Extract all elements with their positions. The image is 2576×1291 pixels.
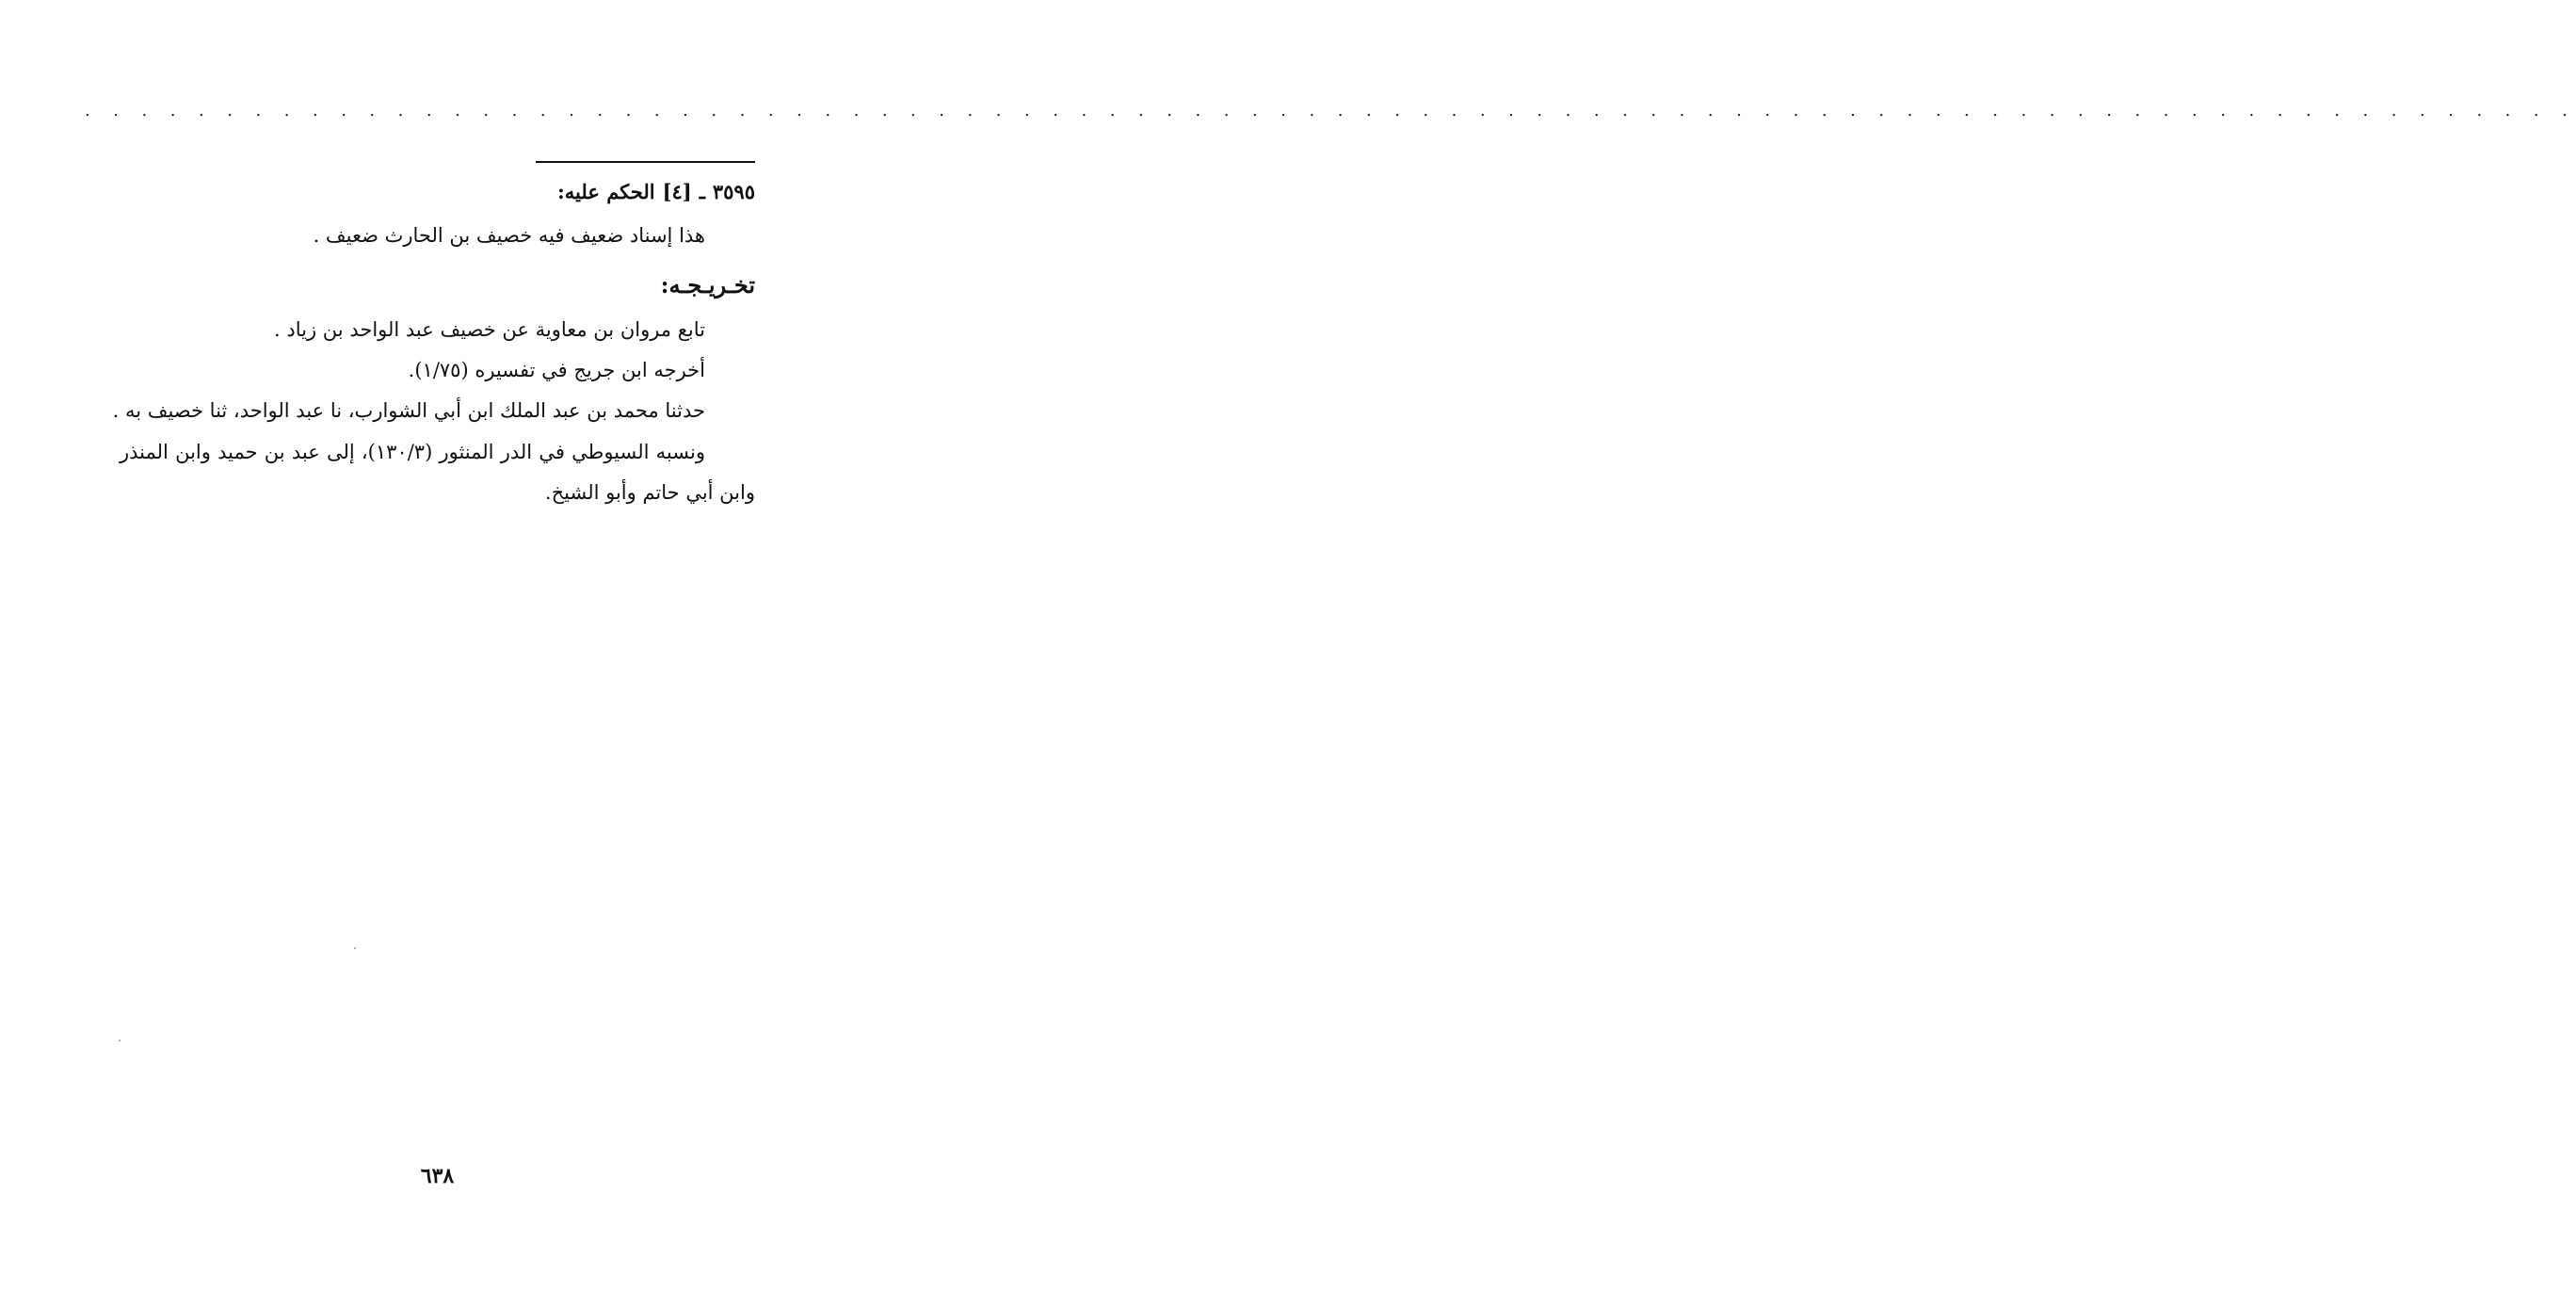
entry-number: ٣٥٩٥ [712, 180, 755, 203]
scan-speck [354, 947, 356, 949]
entry-heading [557, 178, 755, 206]
entry-dash: ـ [699, 180, 705, 203]
section-title: تخـريـجـه: [660, 271, 755, 299]
body-line: أخرجه ابن جريج في تفسيره (١/٧٥). [408, 359, 705, 381]
entry-heading-label: الحكم عليه: [557, 180, 655, 203]
page-number: ٦٣٨ [420, 1164, 455, 1188]
scan-speck [119, 1040, 121, 1041]
footnote-rule [536, 161, 755, 163]
body-line: تابع مروان بن معاوية عن خصيف عبد الواحد بن زياد . [274, 318, 705, 341]
body-line: ونسبه السيوطي في الدر المنثور (١٣٠/٣)، إلى عبد بن حميد وابن المنذر [120, 441, 705, 463]
entry-code: [٤] [662, 180, 692, 203]
dotted-separator: . . . . . . . . . . . . . . . . . . . . . . . . . . . . . . . . . . . . . . . . . . . . . . . . . . . . . . . . . . . . . . . . . . . . . . . . . . . . . . . . . . . . . . . . [85, 101, 2576, 121]
judgment-text: هذا إسناد ضعيف فيه خصيف بن الحارث ضعيف . [313, 224, 705, 247]
body-line: وابن أبي حاتم وأبو الشيخ. [544, 481, 755, 504]
body-line: حدثنا محمد بن عبد الملك ابن أبي الشوارب، نا عبد الواحد، ثنا خصيف به . [112, 399, 705, 422]
